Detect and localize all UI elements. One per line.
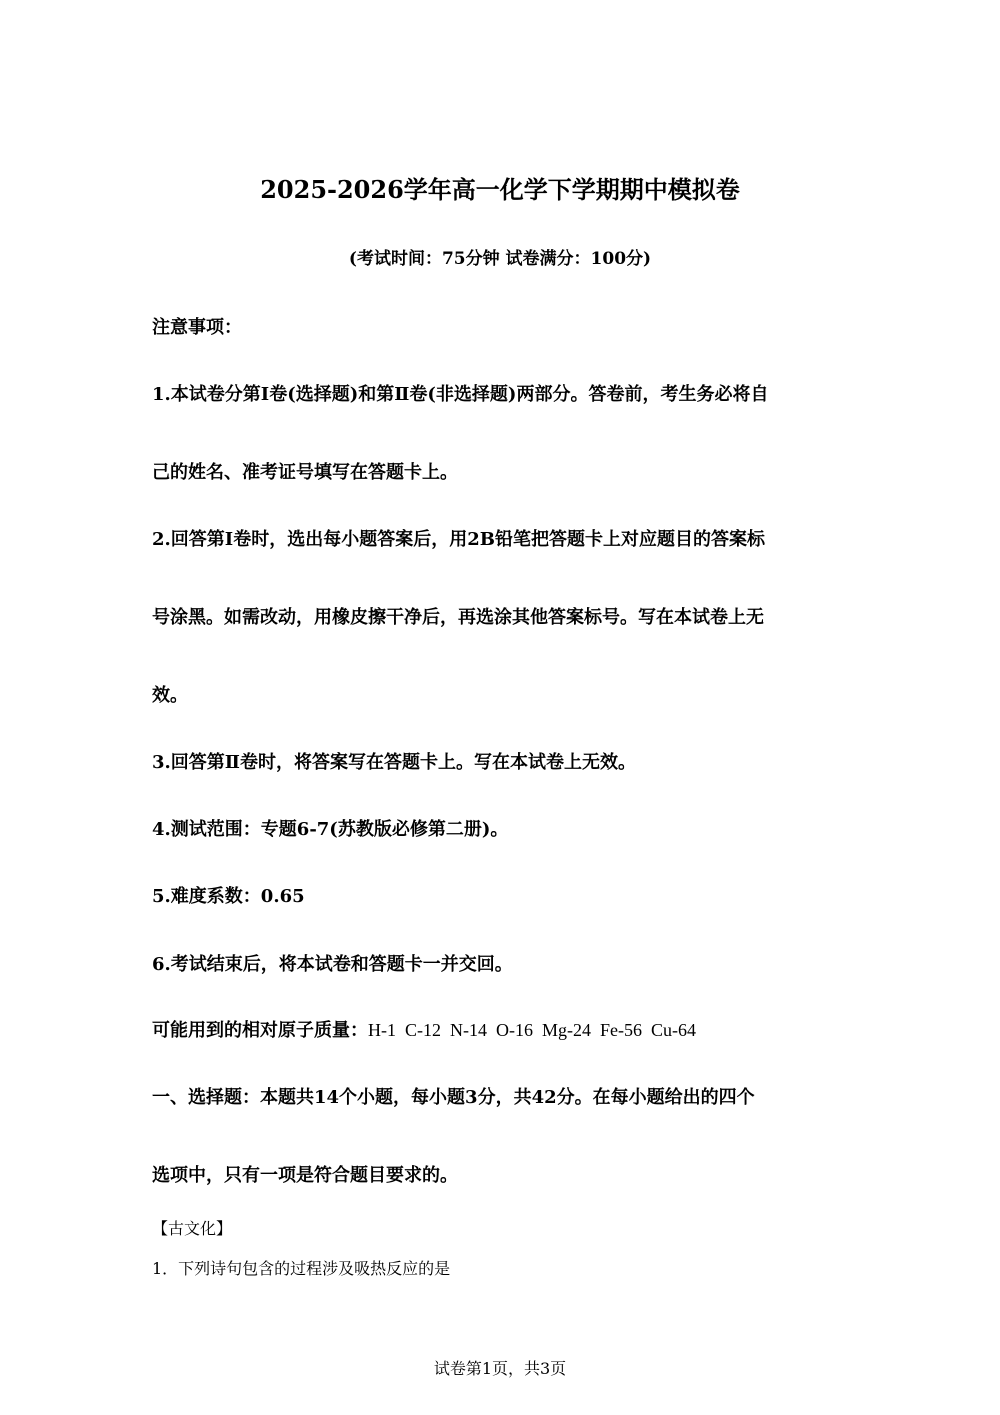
atomic-mass-label: 可能用到的相对原子质量：: [152, 1020, 368, 1041]
notice-line: 己的姓名、准考证号填写在答题卡上。: [152, 462, 458, 483]
atomic-mass-values: H-1 C-12 N-14 O-16 Mg-24 Fe-56 Cu-64: [368, 1020, 696, 1040]
page-footer: 试卷第1页，共3页: [433, 1359, 567, 1378]
question-1: 1．下列诗句包含的过程涉及吸热反应的是: [152, 1259, 451, 1278]
notice-line: 效。: [152, 685, 188, 706]
exam-info: (考试时间：75分钟 试卷满分：100分): [348, 249, 652, 269]
notice-line: 2.回答第Ⅰ卷时，选出每小题答案后，用2B铅笔把答题卡上对应题目的答案标: [152, 529, 765, 550]
section-heading: 一、选择题：本题共14个小题，每小题3分，共42分。在每小题给出的四个: [152, 1087, 755, 1108]
notice-line: 3.回答第Ⅱ卷时，将答案写在答题卡上。写在本试卷上无效。: [152, 752, 636, 773]
notice-heading: 注意事项：: [152, 317, 242, 338]
notice-line: 1.本试卷分第Ⅰ卷(选择题)和第Ⅱ卷(非选择题)两部分。答卷前，考生务必将自: [152, 384, 769, 405]
section-heading-cont: 选项中，只有一项是符合题目要求的。: [152, 1165, 458, 1186]
topic-tag: 【古文化】: [152, 1219, 233, 1238]
page-title: 2025-2026学年高一化学下学期期中模拟卷: [260, 175, 740, 204]
notice-line: 号涂黑。如需改动，用橡皮擦干净后，再选涂其他答案标号。写在本试卷上无: [152, 607, 764, 628]
notice-line: 5.难度系数：0.65: [152, 886, 305, 907]
atomic-mass-line: [152, 1016, 696, 1042]
notice-line: 6.考试结束后，将本试卷和答题卡一并交回。: [152, 954, 513, 975]
notice-line: 4.测试范围：专题6-7(苏教版必修第二册)。: [152, 819, 509, 840]
